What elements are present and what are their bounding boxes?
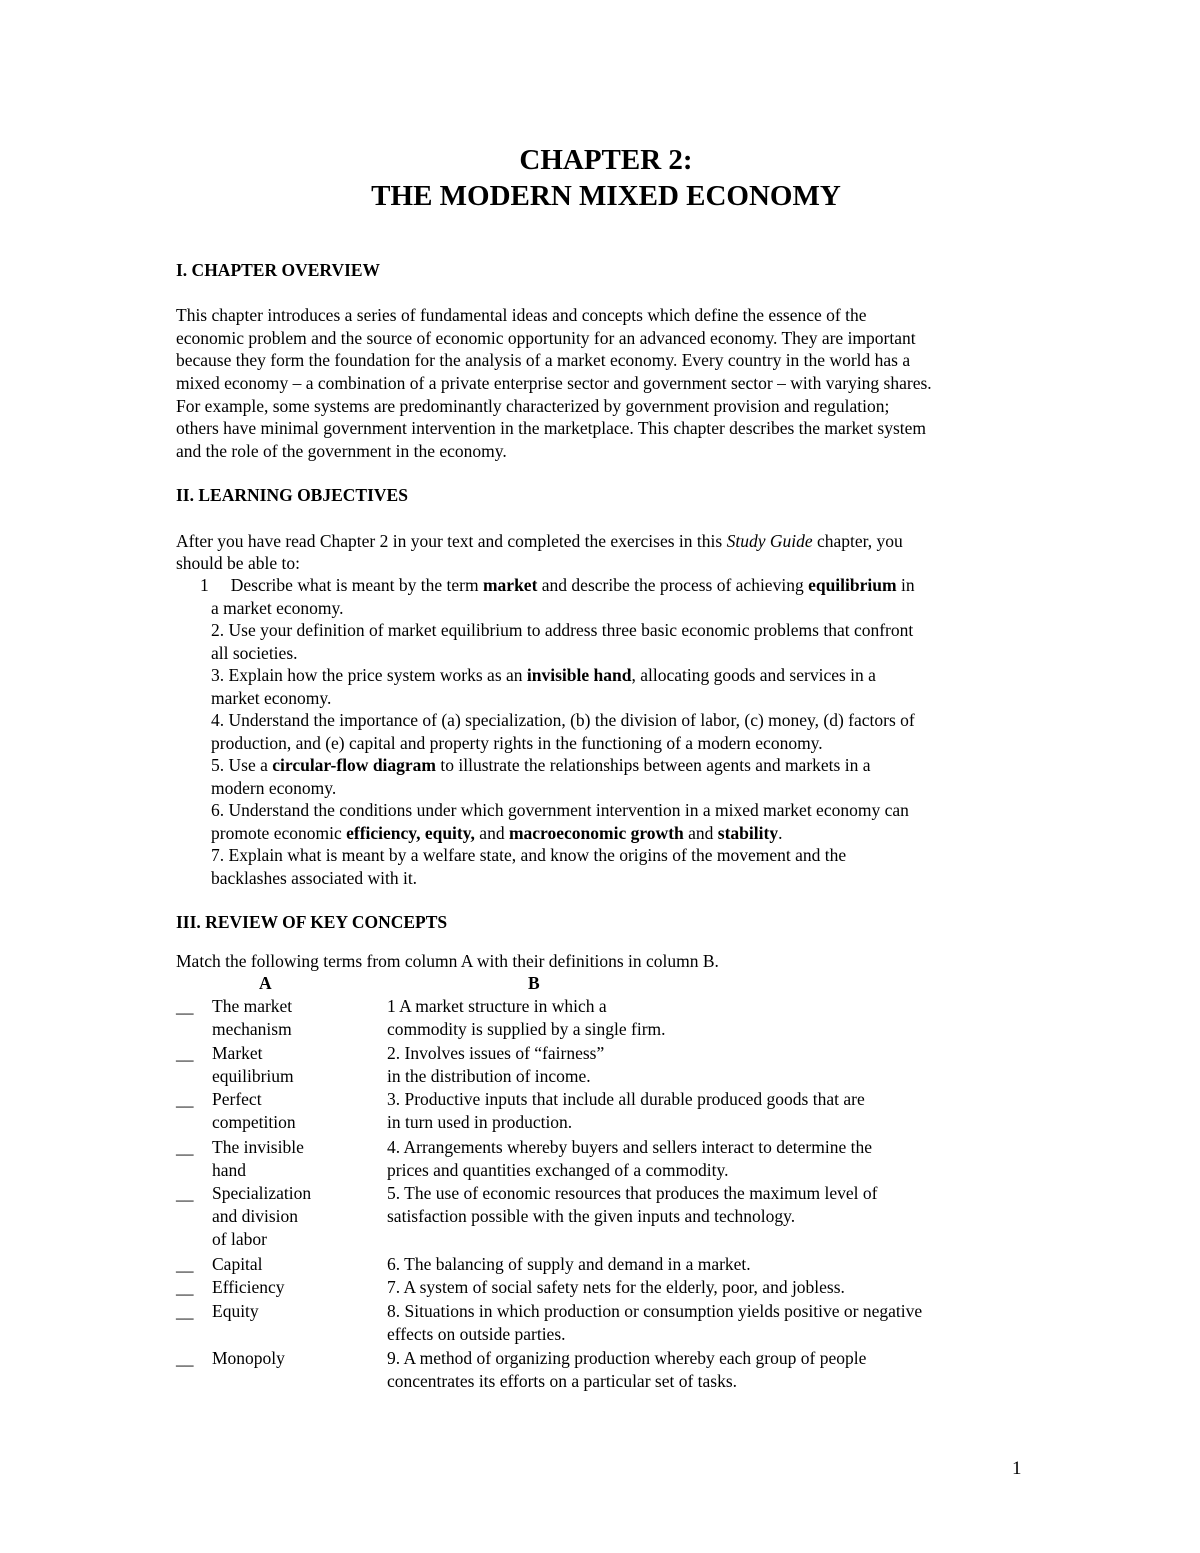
- column-a-term: Efficiency: [212, 1277, 285, 1297]
- objective-6-cont: promote economic efficiency, equity, and macroeconomic growth and stability.: [211, 823, 783, 843]
- objective-1-cont: a market economy.: [211, 598, 344, 618]
- objective-2-cont: all societies.: [211, 643, 298, 663]
- objective-2: 2. Use your definition of market equilibrium to address three basic economic problems that confront: [211, 620, 914, 640]
- objective-5: 5. Use a circular-flow diagram to illustrate the relationships between agents and markets in a: [211, 755, 871, 775]
- objective-7: 7. Explain what is meant by a welfare state, and know the origins of the movement and the: [211, 845, 847, 865]
- overview-line: because they form the foundation for the analysis of a market economy. Every country in the world has a: [176, 350, 911, 370]
- column-a-term: Monopoly: [212, 1348, 285, 1368]
- column-b-definition: 9. A method of organizing production whereby each group of people: [387, 1348, 867, 1368]
- column-a-term: Equity: [212, 1301, 259, 1321]
- chapter-subtitle: THE MODERN MIXED ECONOMY: [371, 180, 841, 212]
- objective-3: 3. Explain how the price system works as an invisible hand, allocating goods and services in a: [211, 665, 876, 685]
- page-number: 1: [1012, 1458, 1022, 1479]
- column-b-definition: in the distribution of income.: [387, 1066, 591, 1086]
- column-b-definition: satisfaction possible with the given inputs and technology.: [387, 1206, 796, 1226]
- objectives-intro-line2: should be able to:: [176, 553, 300, 573]
- objective-7-cont: backlashes associated with it.: [211, 868, 418, 888]
- column-a-term: The market: [212, 996, 293, 1016]
- answer-blank[interactable]: __: [176, 1301, 194, 1321]
- column-a-term: equilibrium: [212, 1066, 294, 1086]
- answer-blank[interactable]: __: [176, 1137, 194, 1157]
- overview-line: For example, some systems are predominantly characterized by government provision and regulation;: [176, 396, 890, 416]
- overview-line: mixed economy – a combination of a private enterprise sector and government sector – with varying shares.: [176, 373, 932, 393]
- column-b-definition: 5. The use of economic resources that produces the maximum level of: [387, 1183, 878, 1203]
- column-a-term: Capital: [212, 1254, 263, 1274]
- column-b-definition: 1 A market structure in which a: [387, 996, 607, 1016]
- column-b-definition: effects on outside parties.: [387, 1324, 566, 1344]
- column-b-definition: 6. The balancing of supply and demand in a market.: [387, 1254, 751, 1274]
- column-a-term: of labor: [212, 1229, 267, 1249]
- overview-line: This chapter introduces a series of fundamental ideas and concepts which define the essence of the: [176, 305, 867, 325]
- answer-blank[interactable]: __: [176, 1043, 194, 1063]
- column-b-definition: in turn used in production.: [387, 1112, 573, 1132]
- column-a-term: hand: [212, 1160, 247, 1180]
- answer-blank[interactable]: __: [176, 1183, 194, 1203]
- overview-heading: I. CHAPTER OVERVIEW: [176, 260, 381, 280]
- column-a-term: Market: [212, 1043, 263, 1063]
- column-a-term: The invisible: [212, 1137, 304, 1157]
- answer-blank[interactable]: __: [176, 1089, 194, 1109]
- column-a-term: mechanism: [212, 1019, 292, 1039]
- objective-1: 1 Describe what is meant by the term market and describe the process of achieving equilibrium in: [200, 575, 915, 595]
- objective-3-cont: market economy.: [211, 688, 332, 708]
- review-heading: III. REVIEW OF KEY CONCEPTS: [176, 912, 448, 932]
- objectives-heading: II. LEARNING OBJECTIVES: [176, 485, 408, 505]
- column-a-header: A: [259, 973, 272, 993]
- objective-5-cont: modern economy.: [211, 778, 337, 798]
- column-b-definition: 4. Arrangements whereby buyers and sellers interact to determine the: [387, 1137, 872, 1157]
- objective-4: 4. Understand the importance of (a) specialization, (b) the division of labor, (c) money, (d) factors of: [211, 710, 915, 730]
- column-b-definition: 3. Productive inputs that include all durable produced goods that are: [387, 1089, 865, 1109]
- review-instruction: Match the following terms from column A with their definitions in column B.: [176, 951, 719, 971]
- overview-line: and the role of the government in the economy.: [176, 441, 507, 461]
- answer-blank[interactable]: __: [176, 1348, 194, 1368]
- column-b-definition: commodity is supplied by a single firm.: [387, 1019, 666, 1039]
- objectives-intro: After you have read Chapter 2 in your text and completed the exercises in this Study Guide chapter, you: [176, 531, 903, 551]
- column-a-term: Perfect: [212, 1089, 262, 1109]
- answer-blank[interactable]: __: [176, 1254, 194, 1274]
- column-b-definition: 2. Involves issues of “fairness”: [387, 1043, 605, 1063]
- objective-4-cont: production, and (e) capital and property rights in the functioning of a modern economy.: [211, 733, 823, 753]
- overview-line: others have minimal government intervention in the marketplace. This chapter describes the market system: [176, 418, 926, 438]
- answer-blank[interactable]: __: [176, 996, 194, 1016]
- column-a-term: and division: [212, 1206, 299, 1226]
- objective-6: 6. Understand the conditions under which government intervention in a mixed market economy can: [211, 800, 909, 820]
- column-b-definition: 7. A system of social safety nets for the elderly, poor, and jobless.: [387, 1277, 845, 1297]
- chapter-title: CHAPTER 2:: [519, 144, 693, 176]
- answer-blank[interactable]: __: [176, 1277, 194, 1297]
- column-b-definition: concentrates its efforts on a particular set of tasks.: [387, 1371, 738, 1391]
- column-b-definition: prices and quantities exchanged of a commodity.: [387, 1160, 729, 1180]
- column-a-term: competition: [212, 1112, 296, 1132]
- column-b-definition: 8. Situations in which production or consumption yields positive or negative: [387, 1301, 923, 1321]
- column-a-term: Specialization: [212, 1183, 312, 1203]
- overview-line: economic problem and the source of economic opportunity for an advanced economy. They are important: [176, 328, 916, 348]
- column-b-header: B: [528, 973, 540, 993]
